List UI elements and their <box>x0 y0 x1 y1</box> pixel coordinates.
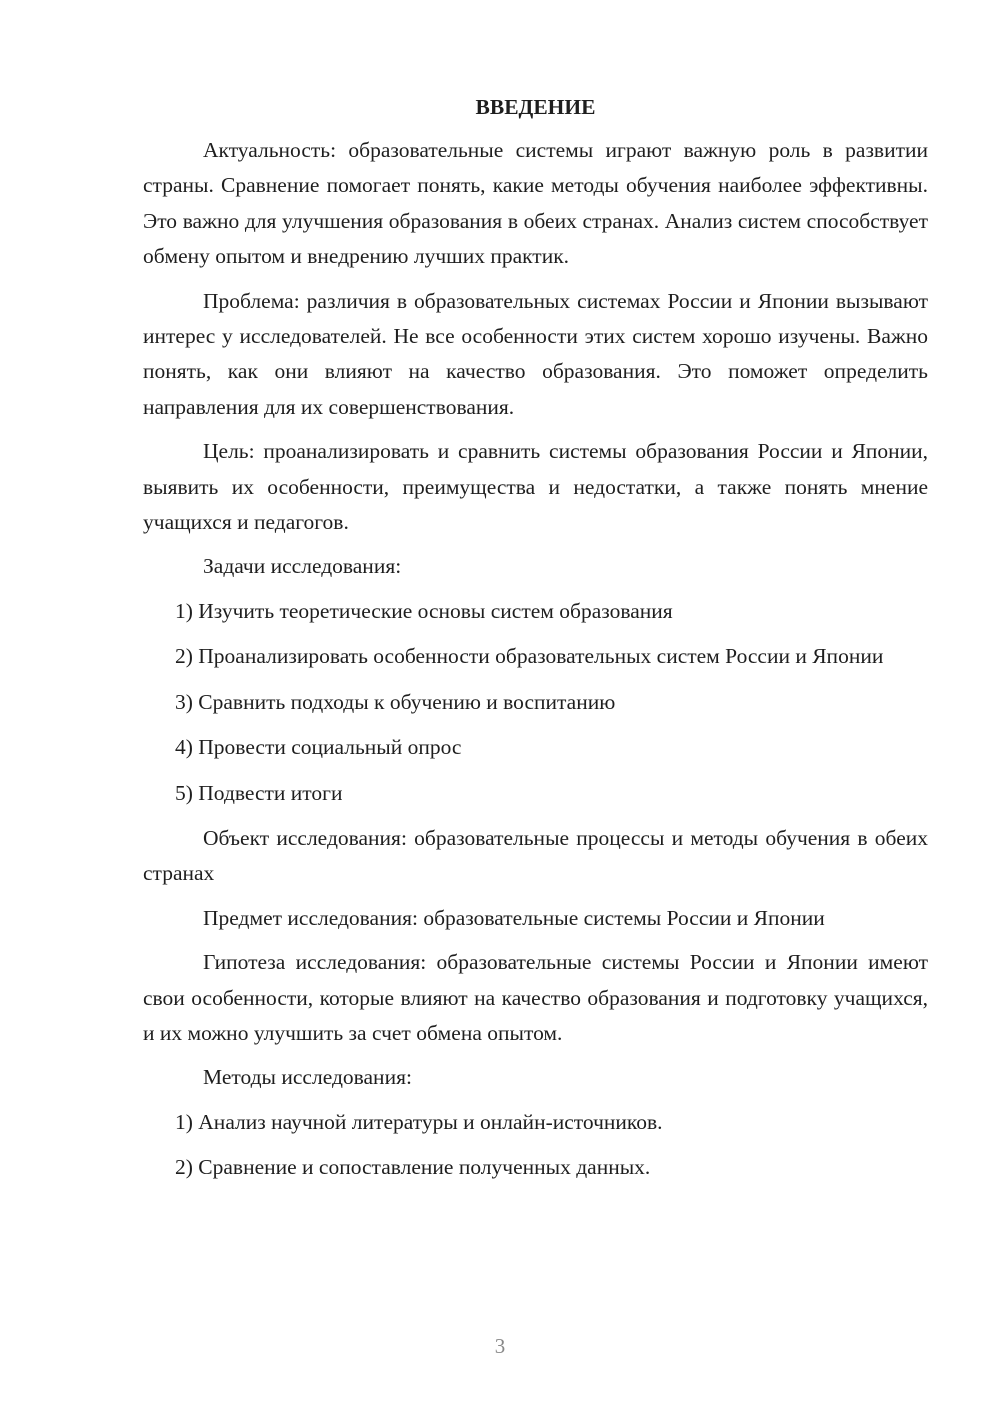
task-item-5: 5) Подвести итоги <box>175 780 343 805</box>
task-item-4: 4) Провести социальный опрос <box>175 735 462 760</box>
paragraph-subject: Предмет исследования: образовательные системы России и Японии <box>203 905 825 930</box>
paragraph-tasks-heading: Задачи исследования: <box>203 554 402 579</box>
paragraph-relevance: Актуальность: образовательные системы играют важную роль в развитии страны. Сравнение помогает понять, какие методы обучения наиболее эффективны. Это важно для улучшения образования в обеих странах. Анализ систем способствует обмену опытом и внедрению лучших практик. <box>143 138 928 269</box>
task-item-1: 1) Изучить теоретические основы систем образования <box>175 598 673 623</box>
task-item-3: 3) Сравнить подходы к обучению и воспитанию <box>175 689 616 714</box>
paragraph-hypothesis: Гипотеза исследования: образовательные системы России и Японии имеют свои особенности, которые влияют на качество образования и подготовку учащихся, и их можно улучшить за счет обмена опытом. <box>143 950 928 1045</box>
paragraph-goal: Цель: проанализировать и сравнить системы образования России и Японии, выявить их особенности, преимущества и недостатки, а также понять мнение учащихся и педагогов. <box>143 439 928 535</box>
document-page <box>143 92 928 1196</box>
paragraph-object: Объект исследования: образовательные процессы и методы обучения в обеих странах <box>143 825 928 886</box>
method-item-1: 1) Анализ научной литературы и онлайн-источников. <box>175 1109 663 1134</box>
section-title: ВВЕДЕНИЕ <box>475 95 596 119</box>
paragraph-methods-heading: Методы исследования: <box>203 1065 412 1090</box>
method-item-2: 2) Сравнение и сопоставление полученных данных. <box>175 1155 651 1180</box>
page-number: 3 <box>494 1334 506 1358</box>
paragraph-problem: Проблема: различия в образовательных системах России и Японии вызывают интерес у исследователей. Не все особенности этих систем хорошо изучены. Важно понять, как они влияют на качество образования. Это поможет определить направления для их совершенствования. <box>143 288 928 419</box>
task-item-2: 2) Проанализировать особенности образовательных систем России и Японии <box>175 644 884 669</box>
